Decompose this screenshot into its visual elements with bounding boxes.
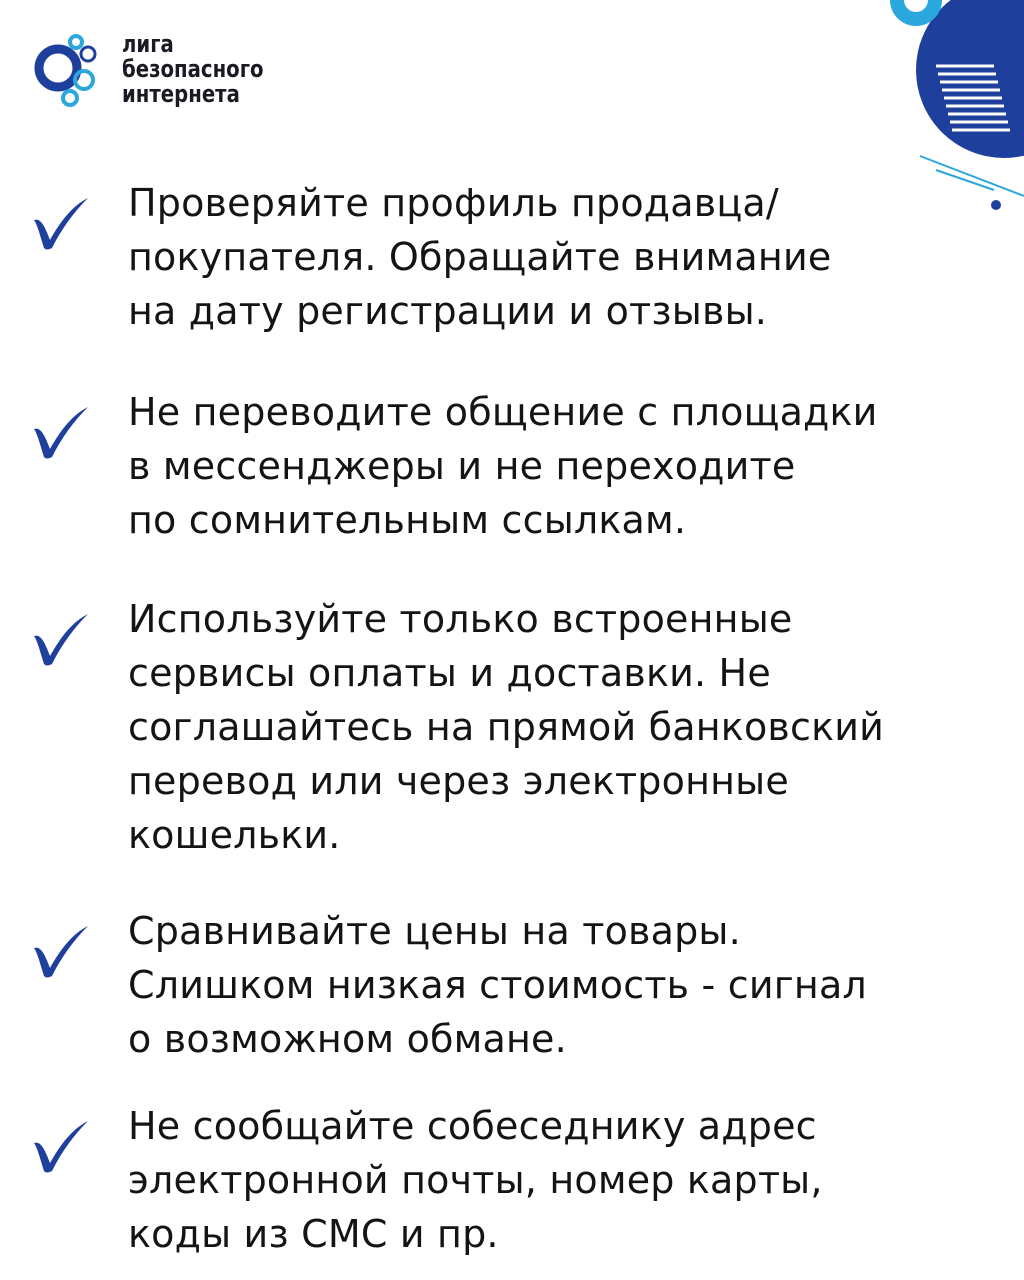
tip-text (128, 1099, 988, 1261)
tip-line: в мессенджеры и не переходите (128, 444, 796, 488)
tip-line: Сравнивайте цены на товары. (128, 909, 741, 953)
tip-line: Не сообщайте собеседнику адрес (128, 1104, 817, 1148)
check-icon (30, 405, 90, 461)
check-icon (30, 612, 90, 668)
tip-text (128, 176, 988, 338)
tip-line: кошельки. (128, 813, 341, 857)
tip-text (128, 385, 988, 547)
tip-line: Используйте только встроенные (128, 597, 793, 641)
tip-text (128, 592, 988, 862)
tip-line: покупателя. Обращайте внимание (128, 235, 832, 279)
check-icon (30, 196, 90, 252)
logo-line-2: безопасного (122, 55, 264, 83)
tip-line: сервисы оплаты и доставки. Не (128, 651, 771, 695)
check-icon (30, 1119, 90, 1175)
tip-line: Не переводите общение с площадки (128, 390, 878, 434)
tip-line: Проверяйте профиль продавца/ (128, 181, 779, 225)
logo-line-3: интернета (122, 80, 240, 108)
tip-line: на дату регистрации и отзывы. (128, 289, 768, 333)
tip-line: коды из СМС и пр. (128, 1212, 499, 1256)
tip-text (128, 904, 988, 1066)
tip-line: электронной почты, номер карты, (128, 1158, 823, 1202)
check-icon (30, 924, 90, 980)
tip-line: перевод или через электронные (128, 759, 789, 803)
tip-line: по сомнительным ссылкам. (128, 498, 687, 542)
tip-line: соглашайтесь на прямой банковский (128, 705, 885, 749)
tip-line: Слишком низкая стоимость - сигнал (128, 963, 867, 1007)
tip-line: о возможном обмане. (128, 1017, 567, 1061)
logo-line-1: лига (122, 30, 174, 58)
